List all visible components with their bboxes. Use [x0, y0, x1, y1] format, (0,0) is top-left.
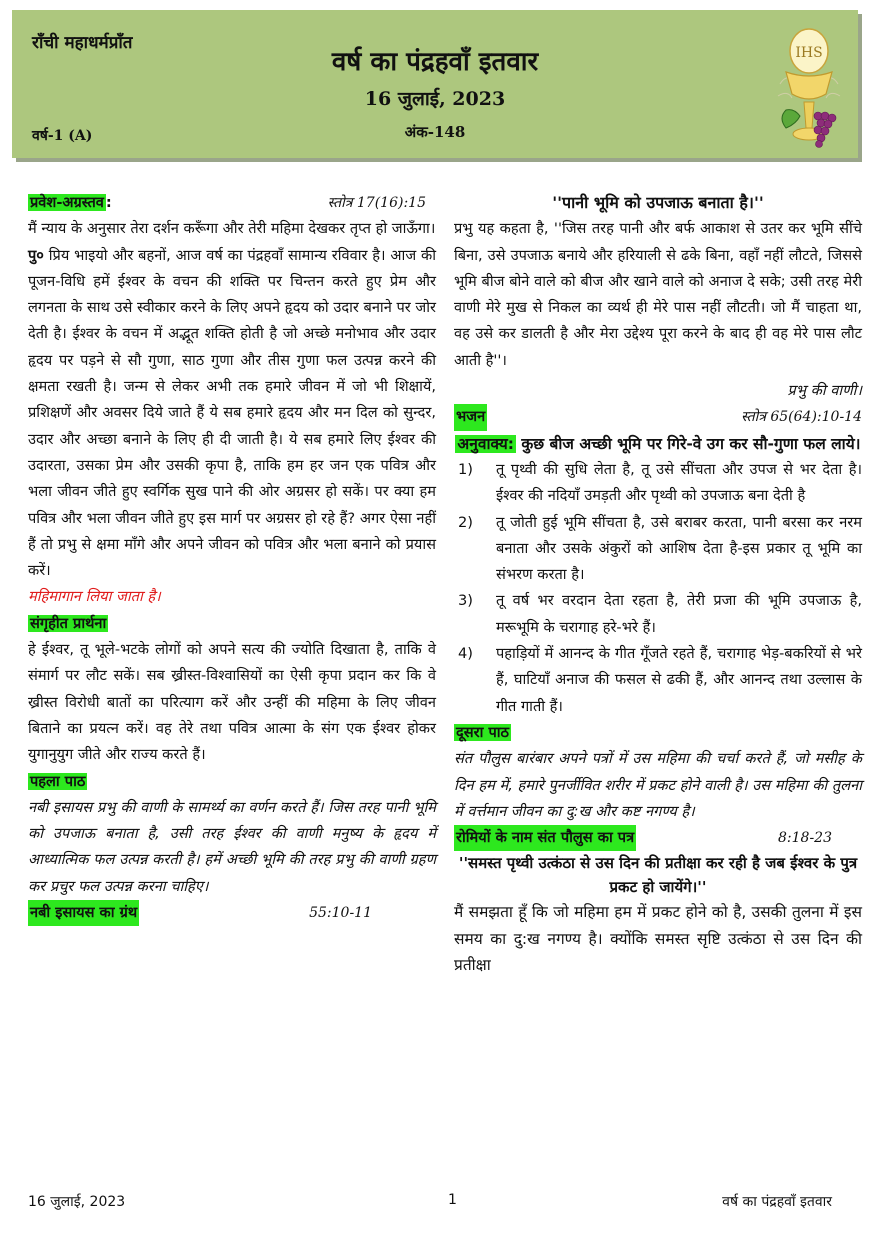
second-reading-quote: ''समस्त पृथ्वी उत्कंठा से उस दिन की प्रतीक्षा कर रही है जब ईश्वर के पुत्र प्रकट हो जायेंगे।'': [458, 854, 858, 897]
verse-text: पहाड़ियों में आनन्द के गीत गूँजते रहते हैं, चरागाह भेड़-बकरियों से भरे हैं, घाटियाँ अनाज की फसल से ढकी हैं, और आनन्द तथा उल्लास के गीत गाती हैं।: [496, 645, 862, 715]
introduction-paragraph: [28, 243, 436, 585]
first-reading-reference: 55:10-11: [309, 905, 372, 922]
second-reading-book: रोमियों के नाम संत पौलुस का पत्र: [454, 825, 636, 851]
verse-number: 3): [458, 592, 473, 610]
first-reading-heading: पहला पाठ: [30, 772, 86, 790]
left-column: [28, 190, 436, 926]
issue-number: अंक-148: [404, 123, 466, 141]
psalm-heading: भजन: [454, 404, 487, 430]
psalm-verse: [454, 641, 862, 720]
verse-text: तू वर्ष भर वरदान देता रहता है, तेरी प्रजा की भूमि उपजाऊ है, मरूभूमि के चरागाह हरे-भरे हैं।: [496, 592, 862, 636]
masthead: [12, 10, 858, 158]
psalm-verse: [454, 588, 862, 641]
first-reading-source: [28, 900, 436, 926]
diocese-name: राँची महाधर्मप्राँत: [32, 33, 133, 53]
response-text: कुछ बीज अच्छी भूमि पर गिरे-वे उग कर सौ-गुणा फल लाये।: [521, 434, 861, 453]
entrance-colon: :: [105, 194, 112, 211]
verse-text: तू जोती हुई भूमि सींचता है, उसे बराबर करता, पानी बरसा कर नरम बनाता और उसके अंकुरों को आशिष देता है-इस प्रकार तू भूमि का संभरण करता है।: [496, 513, 862, 584]
word-of-the-lord: प्रभु की वाणी।: [787, 382, 862, 400]
second-reading-summary: संत पौलुस बारंबार अपने पत्रों में उस महिमा की चर्चा करते हैं, जो मसीह के दिन हम में, हमारे पुनर्जीवित शरीर में प्रकट होने वाली है। उस महिमा की तुलना में वर्त्तमान जीवन का दु:ख और कष्ट नगण्य है।: [454, 750, 862, 820]
introduction-text: प्रिय भाइयो और बहनों, आज वर्ष का पंद्रहवाँ सामान्य रविवार है। आज की पूजन-विधि हमें ईश्वर के वचन की शक्ति पर चिन्तन करते हुए प्रेम और लगनता के साथ उसे स्वीकार करने के लिए अपने हृदय को उदार बनाने पर जोर देती है। ईश्वर के वचन में अद्भूत शक्ति होती है जो अच्छे मनोभाव और उदार हृदय पर पड़ने से सौ गुणा, साठ गुणा और तीस गुणा फल उत्पन्न करने की क्षमता रखती है। जन्म से लेकर अभी तक हमारे जीवन में जो भी शिक्षायें, प्रशिक्षणें और अवसर दिये जाते हैं ये सब हमारे हृदय और मन दिल को सुन्दर, उदार और अच्छा बनाने के लिए ही दी जाती है। ये सब हमारे लिए ईश्वर की उदारता, उसका प्रेम और उसकी कृपा है, ताकि हम हर जन एक पवित्र और भला जीवन जीते हुए स्वर्गिक सुख पाने की ओर अग्रसर हो सकें। पर क्या हम पवित्र और भला जीवन जीते हुए इस मार्ग पर अग्रसर हो रहे हैं? अगर ऐसा नहीं हैं तो प्रभु से क्षमा माँगे और अपने जीवन को पवित्र और भला बनाने को प्रयास करें।: [28, 246, 437, 580]
psalm-verse: [454, 510, 862, 589]
logo-ihs-text: IHS: [795, 45, 823, 61]
entrance-antiphon-text: मैं न्याय के अनुसार तेरा दर्शन करूँगा और तेरी महिमा देखकर तृप्त हो जाऊँगा।: [28, 220, 436, 238]
first-reading-text: प्रभु यह कहता है, ''जिस तरह पानी और बर्फ आकाश से उतर कर भूमि सींचे बिना, उसे उपजाऊ बनाये और हरियाली से ढके बिना, वहाँ नहीं लौटते, जिससे भूमि बीज बोने वाले को बीज और खाने वाले को अनाज दे सके; उसी तरह मेरी वाणी मेरे मुख से निकल का व्यर्थ ही मेरे पास नहीं लौटती। जो मैं चाहता था, वह उसे कर डालती है और मेरा उद्देश्य पूरा करने के बाद ही वह मेरे पास लौट आती है''।: [454, 220, 862, 369]
footer-title: वर्ष का पंद्रहवाँ इतवार: [722, 1194, 832, 1210]
verse-number: 4): [458, 645, 473, 663]
second-reading-text: मैं समझता हूँ कि जो महिमा हम में प्रकट होने को है, उसकी तुलना में इस समय का दु:ख नगण्य है। क्योंकि समस्त सृष्टि उत्कंठा से उस दिन की प्रतीक्षा: [454, 903, 862, 975]
volume-label: वर्ष-1 (A): [32, 128, 93, 144]
psalm-reference: स्तोत्र 65(64):10-14: [741, 409, 862, 426]
psalm-header: [454, 404, 862, 430]
right-column: [454, 190, 862, 978]
masthead-date: 16 जुलाई, 2023: [364, 88, 506, 110]
page-title: वर्ष का पंद्रहवाँ इतवार: [331, 47, 539, 77]
first-reading-quote: ''पानी भूमि को उपजाऊ बनाता है।'': [552, 193, 764, 212]
second-reading-heading: दूसरा पाठ: [456, 723, 509, 741]
entrance-antiphon-header: [28, 190, 436, 216]
verse-text: तू पृथ्वी की सुधि लेता है, तू उसे सींचता और उपज से भर देता है। ईश्वर की नदियाँ उमड़ती और पृथ्वी को उपजाऊ बना देती है: [496, 460, 862, 505]
first-reading-summary: नबी इसायस प्रभु की वाणी के सामर्थ्य का वर्णन करते हैं। जिस तरह पानी भूमि को उपजाऊ बनाता है, उसी तरह ईश्वर की वाणी मनुष्य के हृदय में आध्यात्मिक फल उत्पन्न करती है। हमें अच्छी भूमि की तरह प्रभु की वाणी ग्रहण कर प्रचुर फल उत्पन्न करना चाहिए।: [28, 798, 436, 895]
second-reading-source: [454, 825, 862, 851]
collect-heading: संगृहीत प्रार्थना: [30, 614, 107, 632]
entrance-reference: स्तोत्र 17(16):15: [327, 195, 426, 211]
verse-number: 2): [458, 513, 473, 531]
psalm-response: [454, 431, 862, 457]
footer-date: 16 जुलाई, 2023: [28, 1194, 126, 1210]
psalm-verse: [454, 457, 862, 510]
collect-text: हे ईश्वर, तू भूले-भटके लोगों को अपने सत्य की ज्योति दिखाता है, ताकि वे संमार्ग पर लौट सकें। सब ख्रीस्त-विश्वासियों का ऐसी कृपा प्रदान कर कि वे ख्रीस्त विरोधी बातों का परित्याग करें और उन्हीं की महिमा के लिए जीवन बिताने का प्रयत्न करें। वह तेरे तथा पवित्र आत्मा के संग एक ईश्वर होकर युगानुयुग जीते और राज्य करते हैं।: [28, 641, 436, 764]
response-label: अनुवाक्य:: [457, 434, 514, 453]
psalm-verses: [454, 457, 862, 720]
verse-number: 1): [458, 460, 473, 478]
first-reading-book: नबी इसायस का ग्रंथ: [28, 900, 139, 926]
second-reading-reference: 8:18-23: [778, 830, 832, 847]
entrance-antiphon-heading: प्रवेश-अग्रस्तव: [30, 194, 104, 211]
priest-marker: पु०: [28, 246, 44, 264]
chalice-host-icon: [774, 24, 844, 150]
gloria-rubric: महिमागान लिया जाता है।: [28, 588, 161, 606]
page-number: 1: [448, 1192, 457, 1208]
